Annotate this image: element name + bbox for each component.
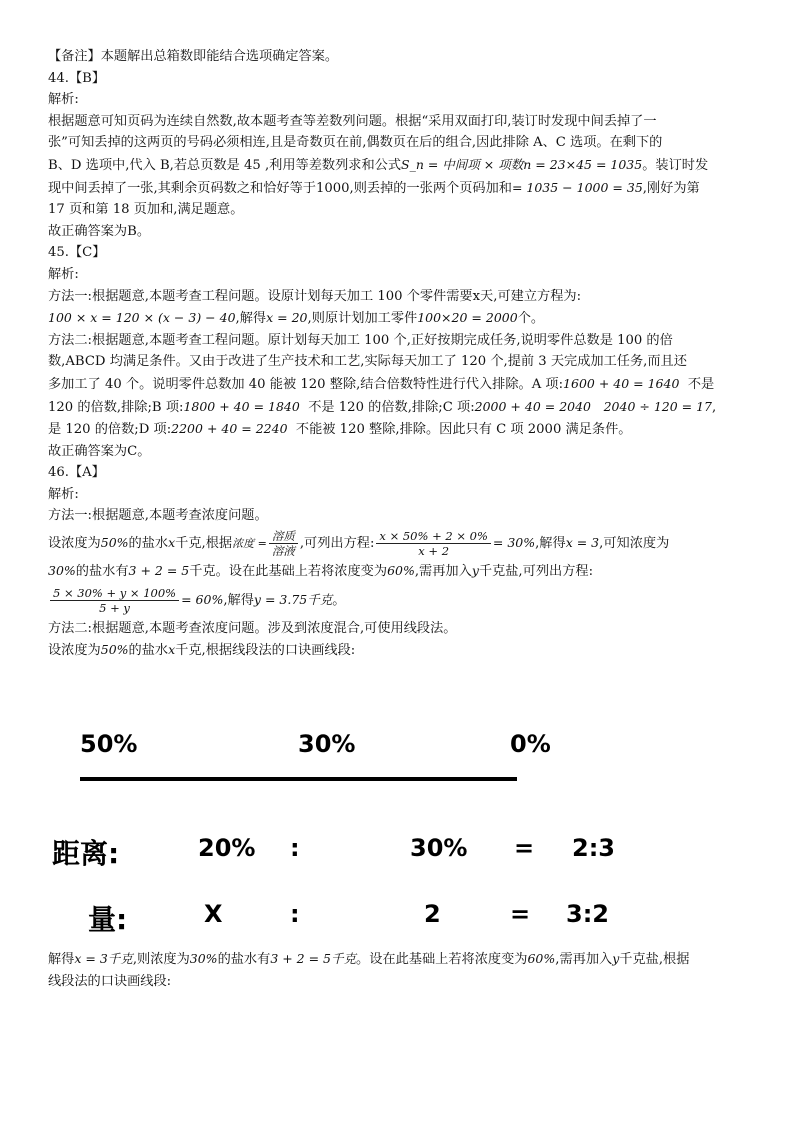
q44-text-2: 张”可知丢掉的这两页的号码必须相连,且是奇数页在前,偶数页在后的组合,因此排除 A、C 选项。在剩下的	[48, 135, 663, 151]
bottom-y: y	[612, 951, 620, 966]
figure-segment-line	[80, 777, 517, 781]
q46-l2-pct: 30%	[48, 563, 76, 579]
q46-y-denominator: 5 + y	[99, 600, 130, 615]
figure-label-50: 50%	[80, 730, 138, 758]
q46-l3-a: ,解得	[223, 592, 254, 608]
q45-analysis-label: 解析:	[48, 266, 79, 282]
q46-l2-pct2: 60%	[387, 563, 415, 579]
q46-concentration-fraction	[269, 529, 298, 558]
q45-eq-text: ,解得	[235, 311, 267, 327]
q45-method2-1: 方法二:根据题意,本题考查工程问题。原计划每天加工 100 个,正好按期完成任务,说明零件总数是 100 的倍	[48, 332, 673, 348]
q46-l2-c: ,需再加入	[414, 564, 472, 580]
q46-x-solution: x = 3	[565, 535, 600, 551]
q45-answer: 故正确答案为C。	[48, 443, 151, 459]
q46-l2-a: 的盐水有	[75, 564, 129, 580]
q45-method2-4	[48, 396, 760, 419]
q44-diff-formula: = 1035 − 1000 = 35	[511, 179, 643, 195]
q46-l1-pct: 50%	[100, 535, 129, 551]
q46-eq-numerator: x × 50% + 2 × 0%	[376, 529, 490, 544]
q45-m2d-mid: 不是 120 的倍数,排除;C 项:	[308, 399, 475, 415]
q46-l1-d: ,可列出方程:	[299, 536, 375, 552]
q45-total: 100×20 = 2000	[417, 310, 518, 326]
q45-option-c-calc: 2000 + 40 = 2040	[474, 398, 592, 414]
line-segment-figure	[48, 722, 760, 942]
bottom-pct2: 60%	[527, 951, 556, 966]
q45-option-a-calc: 1600 + 40 = 1640	[563, 375, 680, 391]
q45-m2d-post: ,	[712, 399, 717, 415]
q46-heading: 46.【A】	[48, 465, 105, 481]
q45-m2e-pre: 是 120 的倍数;D 项:	[48, 422, 172, 438]
q45-eq-text-2: ,则原计划加工零件	[307, 311, 418, 327]
q46-solution: 溶液	[271, 544, 295, 559]
q45-method2-2: 数,ABCD 均满足条件。又由于改进了生产技术和工艺,实际每天加工了 120 个,提前 3 天完成加工任务,而且还	[48, 354, 687, 370]
q46-eq-result: = 30%	[492, 535, 536, 551]
q46-l1-c: 千克,根据	[175, 536, 233, 552]
q44-text-4-pre: 现中间丢掉了一张,其剩余页码数之和恰好等于1000,则丢掉的一张两个页码加和	[48, 180, 512, 196]
q45-method1-equation	[48, 307, 760, 330]
q44-text-3	[48, 154, 760, 177]
q45-option-d-calc: 2200 + 40 = 2240	[171, 421, 288, 437]
q45-method1: 方法一:根据题意,本题考查工程问题。设原计划每天加工 100 个零件需要x天,可建立方程为:	[48, 288, 582, 304]
q45-m2c-pre: 多加工了 40 个。说明零件总数加 40 能被 120 整除,结合倍数特性进行代入排除。A 项:	[48, 376, 564, 392]
q46-y-equation-fraction	[50, 586, 179, 615]
bottom-x-value: x = 3千克	[74, 951, 133, 966]
q46-method1: 方法一:根据题意,本题考查浓度问题。	[48, 508, 268, 524]
q46-l2-y: y	[471, 563, 479, 579]
figure-amount-b: 2	[424, 900, 441, 928]
q44-heading: 44.【B】	[48, 70, 106, 86]
q46-y-solution: y = 3.75千克	[253, 591, 333, 607]
q46-analysis-label: 解析:	[48, 486, 79, 502]
q45-heading: 45.【C】	[48, 245, 106, 261]
figure-label-30: 30%	[298, 730, 356, 758]
bottom-k: 千克盐,根据	[619, 952, 690, 967]
q46-method1-line2	[48, 560, 760, 583]
q46-l1-x: x	[168, 535, 176, 551]
figure-distance-eq: =	[514, 834, 535, 862]
q46-method2-line2	[48, 639, 760, 662]
figure-amount-colon: :	[290, 900, 300, 928]
q46-solute: 溶质	[269, 529, 298, 544]
q46-equation-fraction	[376, 529, 490, 558]
q45-option-c-div: 2040 ÷ 120 = 17	[603, 398, 713, 414]
q45-unit: 个。	[517, 311, 545, 327]
bottom-c: ,则浓度为	[132, 952, 190, 967]
bottom-sum: 3 + 2 = 5千克	[270, 951, 357, 966]
q45-m2e-post: 不能被 120 整除,排除。因此只有 C 项 2000 满足条件。	[295, 422, 632, 438]
q46-conclusion-line2: 线段法的口诀画线段:	[48, 973, 172, 989]
note-line: 【备注】本题解出总箱数即能结合选项确定答案。	[48, 49, 339, 64]
q44-text-4-post: ,刚好为第	[642, 180, 700, 196]
q46-concentration-def: 浓度 =	[232, 537, 267, 551]
figure-amount-label: 量:	[88, 903, 128, 936]
q45-method2-5	[48, 418, 760, 441]
figure-distance-colon: :	[290, 834, 300, 862]
q46-eq-denominator: x + 2	[418, 544, 450, 559]
q44-text-5: 17 页和第 18 页加和,满足题意。	[48, 202, 244, 218]
q45-method2-3	[48, 373, 760, 396]
q45-m2d-pre: 120 的倍数,排除;B 项:	[48, 399, 184, 415]
q46-l3-b: 。	[332, 592, 346, 608]
q44-answer: 故正确答案为B。	[48, 223, 151, 239]
q46-m2-a: 设浓度为	[48, 643, 101, 659]
figure-distance-a: 20%	[198, 834, 256, 862]
q45-equation: 100 × x = 120 × (x − 3) − 40	[48, 310, 236, 326]
q46-y-numerator: 5 × 30% + y × 100%	[50, 586, 179, 601]
figure-label-0: 0%	[510, 730, 551, 758]
q45-solution: x = 20	[266, 310, 308, 326]
q46-m2-pct: 50%	[100, 642, 129, 658]
q45-m2c-post: 不是	[687, 376, 715, 392]
q46-l2-b: 千克。设在此基础上若将浓度变为	[189, 564, 388, 580]
q44-text-3-post: 。装订时发	[642, 157, 709, 173]
q46-l1-b: 的盐水	[128, 536, 169, 552]
q46-l1-f: ,可知浓度为	[599, 536, 670, 552]
q46-l1-a: 设浓度为	[48, 536, 101, 552]
bottom-pct: 30%	[189, 951, 218, 966]
q46-method2: 方法二:根据题意,本题考查浓度问题。涉及到浓度混合,可使用线段法。	[48, 620, 457, 636]
q46-l1-e: ,解得	[535, 536, 566, 552]
bottom-i: ,需再加入	[555, 952, 613, 967]
q44-sum-formula: S_n = 中间项 × 项数n = 23×45 = 1035	[401, 156, 643, 172]
q44-text-4	[48, 177, 760, 200]
q45-option-b-calc: 1800 + 40 = 1840	[183, 398, 300, 414]
q46-y-eq: = 60%	[181, 591, 224, 607]
bottom-a: 解得	[48, 952, 75, 967]
figure-distance-label: 距离:	[52, 837, 120, 870]
q46-conclusion	[48, 948, 760, 992]
figure-amount-a: X	[204, 900, 223, 928]
q46-method1-line1	[48, 527, 760, 560]
q46-l2-d: 千克盐,可列出方程:	[478, 564, 594, 580]
q46-l2-sum: 3 + 2 = 5	[128, 563, 190, 579]
q44-text-3-pre: B、D 选项中,代入 B,若总页数是 45 ,利用等差数列求和公式	[48, 157, 402, 173]
figure-distance-ratio: 2:3	[572, 834, 615, 862]
figure-amount-ratio: 3:2	[566, 900, 609, 928]
q44-analysis-label: 解析:	[48, 92, 79, 108]
q46-m2-c: 千克,根据线段法的口诀画线段:	[175, 643, 356, 659]
q46-conclusion-line1	[48, 948, 760, 971]
figure-distance-b: 30%	[410, 834, 468, 862]
q46-m2-x: x	[168, 642, 176, 658]
bottom-e: 的盐水有	[217, 952, 271, 967]
bottom-g: 。设在此基础上若将浓度变为	[356, 952, 528, 967]
figure-amount-eq: =	[510, 900, 531, 928]
document-body	[48, 46, 760, 662]
q46-method1-line3	[48, 583, 760, 618]
q46-m2-b: 的盐水	[128, 643, 169, 659]
q44-text-1: 根据题意可知页码为连续自然数,故本题考查等差数列问题。根据“采用双面打印,装订时发现中间丢掉了一	[48, 113, 657, 129]
